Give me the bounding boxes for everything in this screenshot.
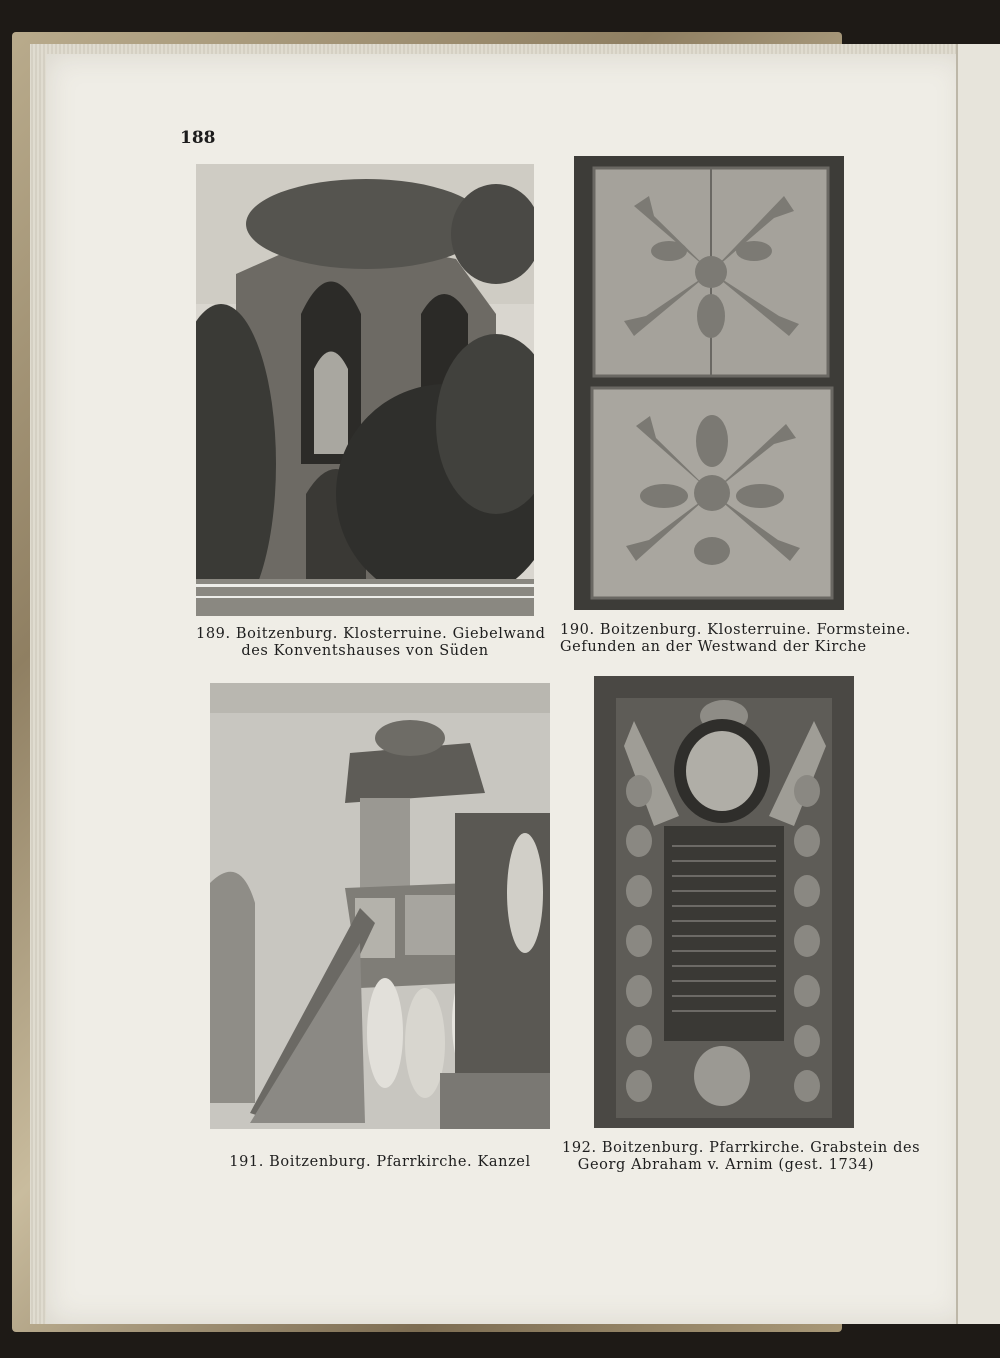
caption-190-line-2: Gefunden an der Westwand der Kirche (560, 639, 867, 655)
caption-191-line-1: 191. Boitzenburg. Pfarrkirche. Kanzel (229, 1154, 531, 1170)
caption-190-line-1: 190. Boitzenburg. Klosterruine. Formsteine. (560, 622, 911, 638)
photo-189-klosterruine-giebelwand (196, 164, 534, 616)
caption-189-line-1: 189. Boitzenburg. Klosterruine. Giebelwand (196, 626, 546, 642)
caption-190 (560, 622, 911, 656)
caption-189 (196, 626, 546, 660)
caption-192-line-2: Georg Abraham v. Arnim (gest. 1734) (577, 1157, 875, 1173)
caption-192 (562, 1140, 921, 1174)
photo-191-pfarrkirche-kanzel (210, 683, 550, 1129)
next-page-edge (956, 44, 1000, 1324)
caption-191 (210, 1154, 550, 1171)
caption-192-line-1: 192. Boitzenburg. Pfarrkirche. Grabstein des (562, 1140, 921, 1156)
photo-192-grabstein (594, 676, 854, 1128)
page-number: 188 (180, 128, 216, 148)
photo-190-formsteine (574, 156, 844, 610)
caption-189-line-2: des Konventshauses von Süden (241, 643, 489, 659)
